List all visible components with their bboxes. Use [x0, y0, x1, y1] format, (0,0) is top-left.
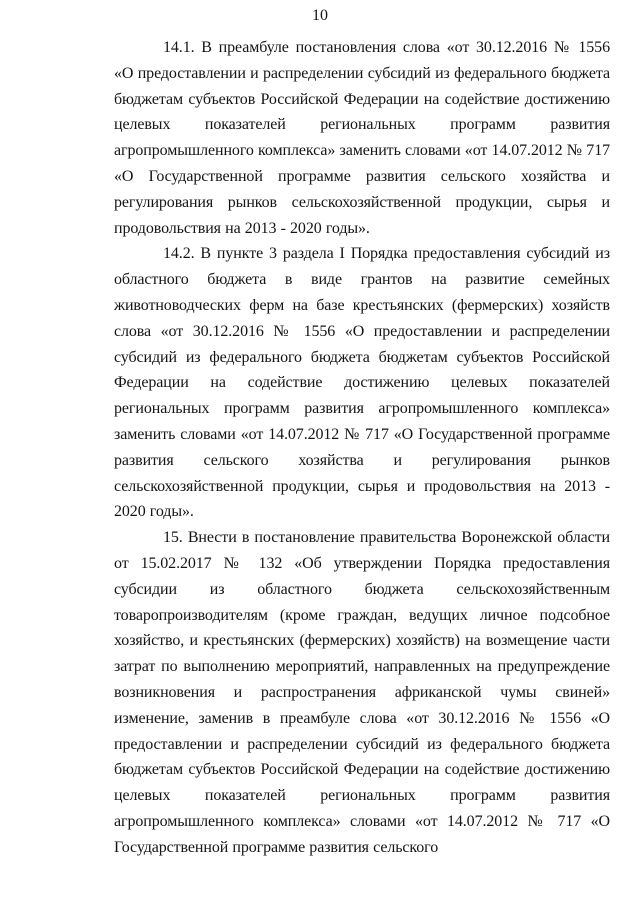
paragraph-14-2: 14.2. В пункте 3 раздела I Порядка предоставления субсидий из областного бюджета в виде грантов на развитие семейных животноводческих ферм на базе крестьянских (фермерских) хозяйств слова «от 30.12.2016 № 1556 «О предоставлении и распределении субсидий из федерального бюджета бюджетам субъектов Российской Федерации на содействие достижению целевых показателей региональных программ развития агропромышленного комплекса» заменить словами «от 14.07.2012 № 717 «О Государственной программе развития сельского хозяйства и регулирования рынков сельскохозяйственной продукции, сырья и продовольствия на 2013 - 2020 годы».	[114, 245, 610, 521]
paragraph-15: 15. Внести в постановление правительства Воронежской области от 15.02.2017 № 132 «Об утверждении Порядка предоставления субсидии из областного бюджета сельскохозяйственным товаропроизводителям (кроме граждан, ведущих личное подсобное хозяйство, и крестьянских (фермерских) хозяйств) на возмещение части затрат по выполнению мероприятий, направленных на предупреждение возникновения и распространения африканской чумы свиней» изменение, заменив в преамбуле слова «от 30.12.2016 № 1556 «О предоставлении и распределении субсидий из федерального бюджета бюджетам субъектов Российской Федерации на содействие достижению целевых показателей региональных программ развития агропромышленного комплекса» словами «от 14.07.2012 № 717 «О Государственной программе развития сельского	[114, 529, 610, 856]
page-number: 10	[312, 7, 328, 24]
paragraph-14-1: 14.1. В преамбуле постановления слова «от 30.12.2016 № 1556 «О предоставлении и распределении субсидий из федерального бюджета бюджетам субъектов Российской Федерации на содействие достижению целевых показателей региональных программ развития агропромышленного комплекса» заменить словами «от 14.07.2012 № 717 «О Государственной программе развития сельского хозяйства и регулирования рынков сельскохозяйственной продукции, сырья и продовольствия на 2013 - 2020 годы».	[114, 39, 610, 237]
document-body	[114, 35, 610, 861]
